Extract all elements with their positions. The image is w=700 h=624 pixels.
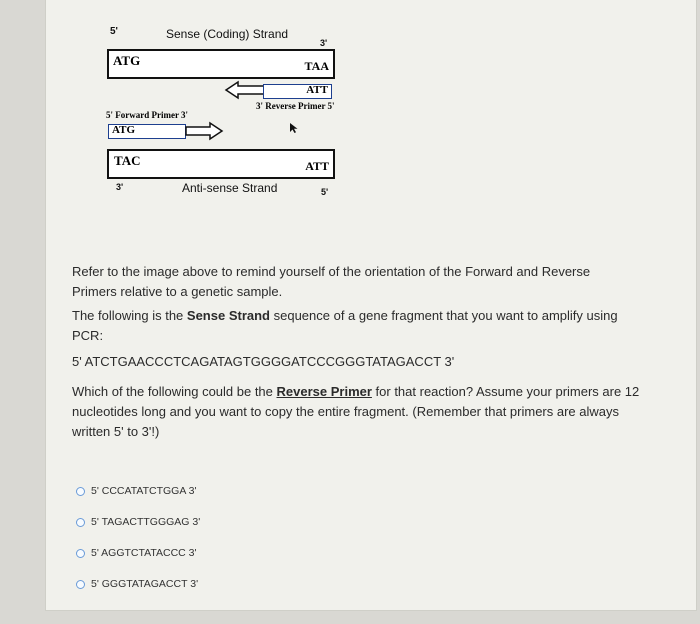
answer-option-3[interactable]	[76, 547, 197, 559]
antisense-right-codon: ATT	[305, 159, 329, 173]
top-5prime-label: 5'	[110, 26, 118, 37]
answer-option-4[interactable]	[76, 578, 198, 590]
sense-strand-label: Sense (Coding) Strand	[166, 27, 289, 41]
question-intro: Refer to the image above to remind yourself of the orientation of the Forward and Reverse Primers relative to a genetic sample.	[72, 264, 591, 299]
forward-primer-box	[108, 124, 186, 139]
ask-text-a: Which of the following could be the	[72, 384, 277, 399]
radio-icon[interactable]	[76, 487, 85, 496]
cursor-icon	[289, 122, 299, 134]
quiz-page	[46, 0, 696, 610]
seq-intro-text-b: sequence of a gene fragment that you want to amplify using PCR:	[72, 308, 618, 343]
seq-intro-bold: Sense Strand	[186, 308, 270, 323]
gene-sequence: 5' ATCTGAACCCTCAGATAGTGGGGATCCCGGGTATAGACCT 3'	[72, 354, 455, 369]
answer-option-2[interactable]	[76, 516, 200, 528]
question-sequence-intro	[72, 306, 642, 346]
sense-left-codon: ATG	[113, 53, 141, 68]
radio-icon[interactable]	[76, 518, 85, 527]
question-prompt	[72, 382, 647, 442]
forward-primer-label: 5' Forward Primer 3'	[106, 110, 189, 120]
answer-option-label: 5' TAGACTTGGGAG 3'	[91, 516, 201, 528]
bottom-3prime-label: 3'	[116, 182, 124, 192]
top-3prime-label: 3'	[320, 38, 328, 48]
sense-right-codon: TAA	[304, 59, 329, 73]
radio-icon[interactable]	[76, 549, 85, 558]
reverse-primer-label: 3' Reverse Primer 5'	[256, 101, 335, 111]
antisense-strand-label: Anti-sense Strand	[182, 181, 278, 195]
sense-strand-box	[107, 49, 335, 79]
answer-option-label: 5' AGGTCTATACCC 3'	[91, 547, 197, 559]
answer-option-label: 5' CCCATATCTGGA 3'	[91, 485, 197, 497]
answer-option-1[interactable]	[76, 485, 197, 497]
ask-bold: Reverse Primer	[276, 384, 372, 399]
forward-primer-arrow-icon	[184, 121, 224, 141]
reverse-primer-box	[263, 84, 332, 99]
bottom-5prime-label: 5'	[321, 187, 329, 197]
reverse-primer-seq: ATT	[306, 84, 328, 96]
radio-icon[interactable]	[76, 580, 85, 589]
seq-intro-text-a: The following is the	[72, 308, 187, 323]
ask-text-b: for that reaction? Assume your primers are 12 nucleotides long and you want to copy the entire fragment. (Remember that primers are always written 5' to 3'!)	[72, 384, 640, 439]
antisense-strand-box	[107, 149, 335, 179]
answer-option-label: 5' GGGTATAGACCT 3'	[91, 578, 199, 590]
antisense-left-codon: TAC	[114, 153, 141, 168]
forward-primer-seq: ATG	[112, 124, 136, 136]
